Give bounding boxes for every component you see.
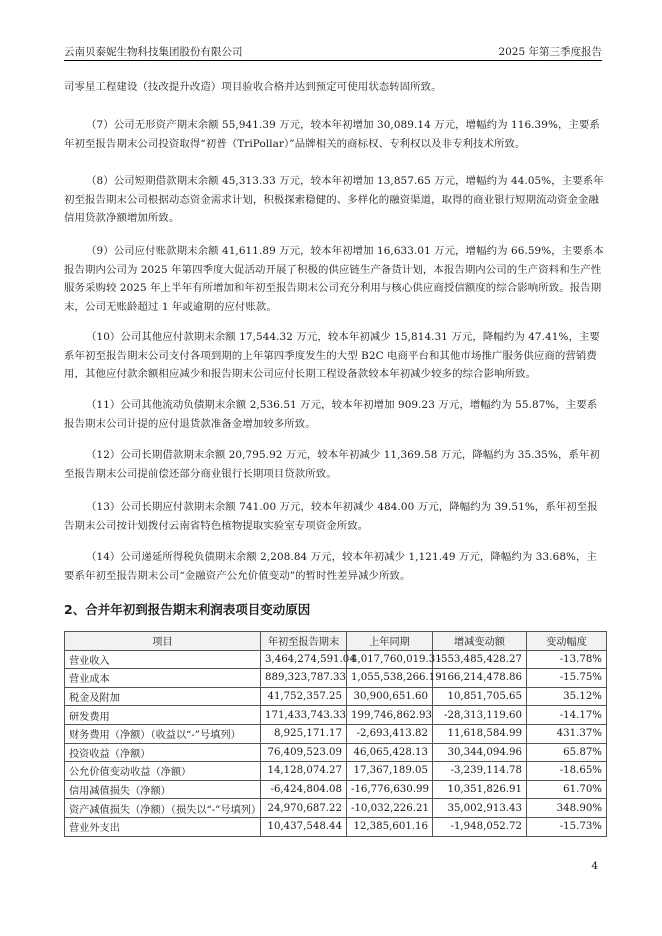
table-row	[65, 724, 607, 743]
prior-year-value: 30,900,651.60	[347, 687, 433, 706]
change-amount: 10,851,705.65	[433, 687, 527, 706]
page-header	[64, 40, 602, 61]
prior-year-value: 4,017,760,019.31	[347, 650, 433, 669]
table-row	[65, 687, 607, 706]
prior-year-value: 1,055,538,266.19	[347, 669, 433, 688]
paragraph-8: （8）公司短期借款期末余额 45,313.33 万元，较本年初增加 13,857.65 万元，增幅约为 44.05%，主要系年初至报告期末公司根据动态资金需求计划，积极探索稳健的、多样化的融资渠道，取得的商业银行短期流动资金金融信用贷款净额增加所致。	[64, 175, 604, 224]
change-amount: 11,618,584.99	[433, 724, 527, 743]
ytd-value: 171,433,743.33	[261, 706, 347, 725]
row-label: 财务费用（净额）（收益以“-”号填列）	[65, 724, 261, 743]
header-item: 项目	[65, 632, 261, 651]
change-percent: -14.17%	[527, 706, 607, 725]
change-percent: 35.12%	[527, 687, 607, 706]
header-change-amount: 增减变动额	[433, 632, 527, 651]
change-percent: 61.70%	[527, 780, 607, 799]
prior-year-value: -10,032,226.21	[347, 799, 433, 818]
paragraph-6-continued: 司零星工程建设（技改提升改造）项目验收合格并达到预定可使用状态转固所致。	[64, 81, 442, 93]
change-percent: 348.90%	[527, 799, 607, 818]
report-title: 2025 年第三季度报告	[498, 46, 602, 58]
row-label: 营业收入	[65, 650, 261, 669]
ytd-value: 889,323,787.33	[261, 669, 347, 688]
prior-year-value: 17,367,189.05	[347, 762, 433, 781]
header-change-pct: 变动幅度	[527, 632, 607, 651]
table-row	[65, 780, 607, 799]
prior-year-value: 46,065,428.13	[347, 743, 433, 762]
table-row	[65, 743, 607, 762]
ytd-value: -6,424,804.08	[261, 780, 347, 799]
prior-year-value: 199,746,862.93	[347, 706, 433, 725]
change-amount: 10,351,826.91	[433, 780, 527, 799]
change-percent: -15.73%	[527, 817, 607, 836]
ytd-value: 76,409,523.09	[261, 743, 347, 762]
change-amount: -3,239,114.78	[433, 762, 527, 781]
change-amount: 35,002,913.43	[433, 799, 527, 818]
ytd-value: 24,970,687.22	[261, 799, 347, 818]
ytd-value: 8,925,171.17	[261, 724, 347, 743]
company-name: 云南贝泰妮生物科技集团股份有限公司	[64, 46, 243, 58]
table-row	[65, 817, 607, 836]
table-row	[65, 669, 607, 688]
paragraph-11: （11）公司其他流动负债期末余额 2,536.51 万元，较本年初增加 909.23 万元，增幅约为 55.87%，主要系报告期末公司计提的应付退货款准备金增加较多所致。	[64, 399, 598, 430]
row-label: 税金及附加	[65, 687, 261, 706]
prior-year-value: 12,385,601.16	[347, 817, 433, 836]
row-label: 营业外支出	[65, 817, 261, 836]
table-row	[65, 762, 607, 781]
page-number: 4	[591, 860, 598, 872]
change-percent: -18.65%	[527, 762, 607, 781]
paragraph-10: （10）公司其他应付款期末余额 17,544.32 万元，较本年初减少 15,814.31 万元，降幅约为 47.41%，主要系年初至报告期末公司支付各项到期的上年第四季度发生的大型 B2C 电商平台和其他市场推广服务供应商的营销费用，其他应付款余额相应减少和报告期末公司应付长期工程设备款较本年初减少较多的综合影响所致。	[64, 331, 600, 380]
header-prior-year: 上年同期	[347, 632, 433, 651]
change-amount: -553,485,428.27	[433, 650, 527, 669]
prior-year-value: -2,693,413.82	[347, 724, 433, 743]
table-header-row	[65, 632, 607, 651]
change-amount: -166,214,478.86	[433, 669, 527, 688]
paragraph-13: （13）公司长期应付款期末余额 741.00 万元，较本年初减少 484.00 万元，降幅约为 39.51%，系年初至报告期末公司按计划拨付云南省特色植物提取实验室专项资金所致。	[64, 501, 598, 532]
row-label: 资产减值损失（净额）（损失以“-”号填列）	[65, 799, 261, 818]
paragraph-7: （7）公司无形资产期末余额 55,941.39 万元，较本年初增加 30,089.14 万元，增幅约为 116.39%，主要系年初至报告期末公司投资取得“初普（TriPollar）”品牌相关的商标权、专利权以及非专利技术所致。	[64, 119, 600, 150]
change-percent: 431.37%	[527, 724, 607, 743]
row-label: 投资收益（净额）	[65, 743, 261, 762]
paragraph-12: （12）公司长期借款期末余额 20,795.92 万元，较本年初减少 11,369.58 万元，降幅约为 35.35%，系年初至报告期末公司提前偿还部分商业银行长期项目贷款所致。	[64, 449, 600, 480]
prior-year-value: -16,776,630.99	[347, 780, 433, 799]
paragraph-9: （9）公司应付账款期末余额 41,611.89 万元，较本年初增加 16,633.01 万元，增幅约为 66.59%，主要系本报告期内公司为 2025 年第四季度大促活动开展了积极的供应链生产备货计划，本报告期内公司的生产资料和生产性服务采购较 2025 年上半年有所增加和年初至报告期末公司充分利用与核心供应商授信额度的综合影响所致。报告期末，公司无账龄超过 1 年或逾期的应付账款。	[64, 245, 604, 313]
ytd-value: 14,128,074.27	[261, 762, 347, 781]
change-amount: -1,948,052.72	[433, 817, 527, 836]
ytd-value: 10,437,548.44	[261, 817, 347, 836]
row-label: 研发费用	[65, 706, 261, 725]
table-row	[65, 706, 607, 725]
change-percent: 65.87%	[527, 743, 607, 762]
change-amount: -28,313,119.60	[433, 706, 527, 725]
table-row	[65, 650, 607, 669]
change-amount: 30,344,094.96	[433, 743, 527, 762]
change-percent: -15.75%	[527, 669, 607, 688]
row-label: 信用减值损失（净额）	[65, 780, 261, 799]
header-ytd: 年初至报告期末	[261, 632, 347, 651]
section-title: 2、合并年初到报告期末利润表项目变动原因	[64, 602, 311, 617]
table-row	[65, 799, 607, 818]
income-statement-table	[64, 631, 607, 837]
ytd-value: 3,464,274,591.04	[261, 650, 347, 669]
change-percent: -13.78%	[527, 650, 607, 669]
row-label: 公允价值变动收益（净额）	[65, 762, 261, 781]
row-label: 营业成本	[65, 669, 261, 688]
ytd-value: 41,752,357.25	[261, 687, 347, 706]
paragraph-14: （14）公司递延所得税负债期末余额 2,208.84 万元，较本年初减少 1,121.49 万元，降幅约为 33.68%，主要系年初至报告期末公司“金融资产公允价值变动”的暂时性差异减少所致。	[64, 551, 597, 582]
